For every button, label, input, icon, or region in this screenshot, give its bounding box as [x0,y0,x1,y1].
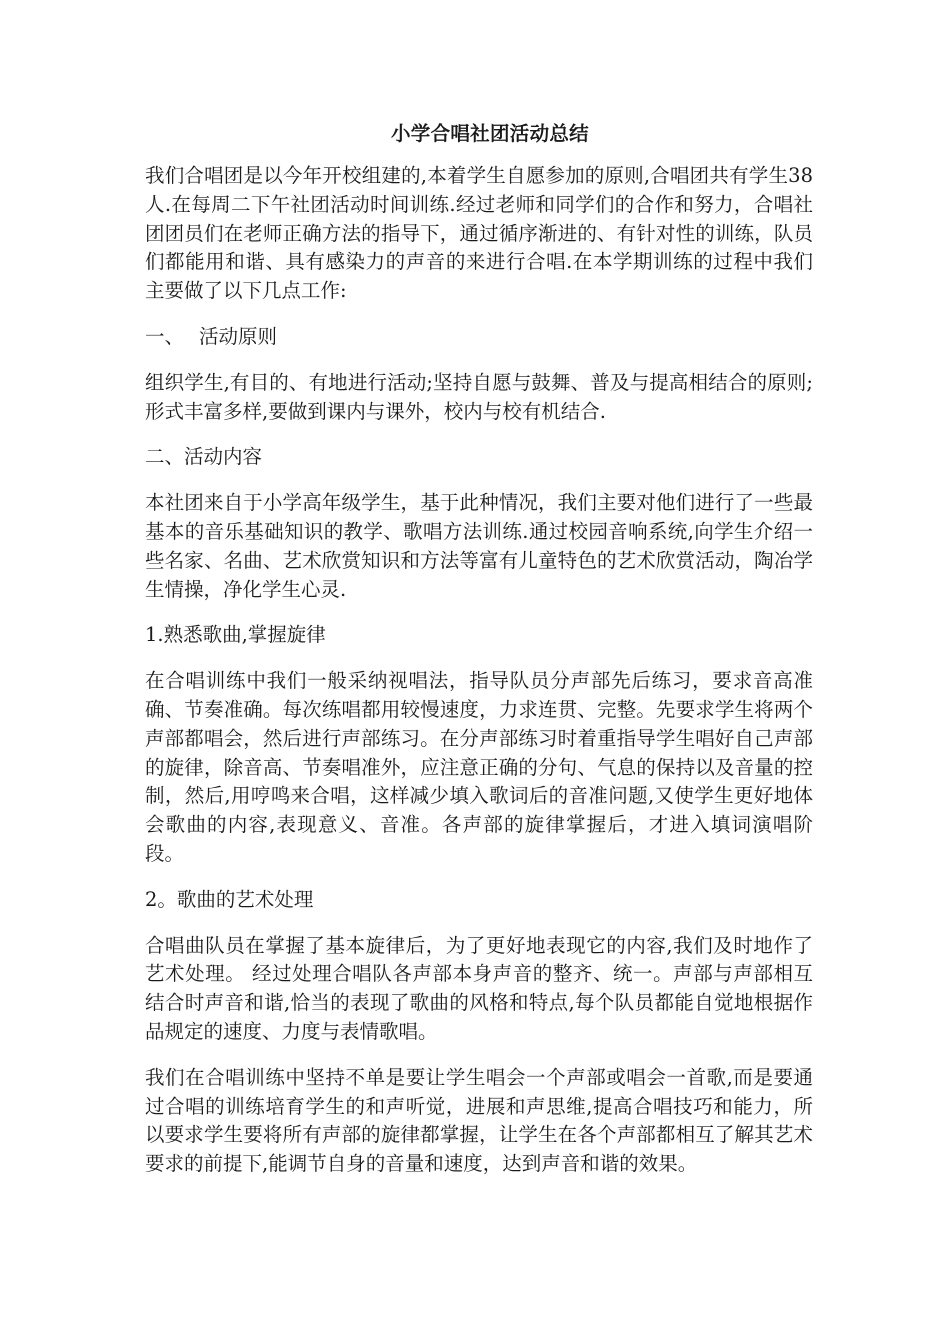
artistic-paragraph-2: 我们在合唱训练中坚持不单是要让学生唱会一个声部或唱会一首歌,而是要通过合唱的训练培育学生的和声听觉，进展和声思维,提高合唱技巧和能力，所以要求学生要将所有声部的旋律都掌握，让学生在各个声部都相互了解其艺术要求的前提下,能调节自身的音量和速度，达到声音和谐的效果。 [145,1065,813,1176]
melody-paragraph: 在合唱训练中我们一般采纳视唱法，指导队员分声部先后练习，要求音高准确、节奏准确。每次练唱都用较慢速度，力求连贯、完整。先要求学生将两个声部都唱会，然后进行声部练习。在分声部练习时着重指导学生唱好自己声部的旋律，除音高、节奏唱准外，应注意正确的分句、气息的保持以及音量的控制，然后,用哼鸣来合唱，这样减少填入歌词后的音准问题,又使学生更好地体会歌曲的内容,表现意义、音准。各声部的旋律掌握后，才进入填词演唱阶段。 [145,669,813,865]
artistic-paragraph-1: 合唱曲队员在掌握了基本旋律后，为了更好地表现它的内容,我们及时地作了艺术处理。 经过处理合唱队各声部本身声音的整齐、统一。声部与声部相互结合时声音和谐,恰当的表现了歌曲的风格和特点,每个队员都能自觉地根据作品规定的速度、力度与表情歌唱。 [145,933,813,1043]
section-number: 一、 [145,324,185,348]
subheading-melody: 1.熟悉歌曲,掌握旋律 [145,623,326,647]
section-heading-principles [145,323,813,352]
subheading-artistic-processing: 2。歌曲的艺术处理 [145,887,314,911]
content-paragraph: 本社团来自于小学高年级学生，基于此种情况，我们主要对他们进行了一些最基本的音乐基础知识的教学、歌唱方法训练.通过校园音响系统,向学生介绍一些名家、名曲、艺术欣赏知识和方法等富有儿童特色的艺术欣赏活动，陶冶学生情操，净化学生心灵. [145,491,813,601]
intro-paragraph: 我们合唱团是以今年开校组建的,本着学生自愿参加的原则,合唱团共有学生38人.在每周二下午社团活动时间训练.经过老师和同学们的合作和努力，合唱社团团员们在老师正确方法的指导下，通过循序渐进的、有针对性的训练，队员们都能用和谐、具有感染力的声音的来进行合唱.在本学期训练的过程中我们主要做了以下几点工作: [145,164,813,303]
section-heading-content: 二、活动内容 [145,445,263,469]
section-heading-label: 活动原则 [199,324,278,348]
principles-paragraph: 组织学生,有目的、有地进行活动;坚持自愿与鼓舞、普及与提高相结合的原则;形式丰富多样,要做到课内与课外，校内与校有机结合. [145,370,813,423]
document-body [145,118,813,1179]
document-title: 小学合唱社团活动总结 [390,122,589,145]
